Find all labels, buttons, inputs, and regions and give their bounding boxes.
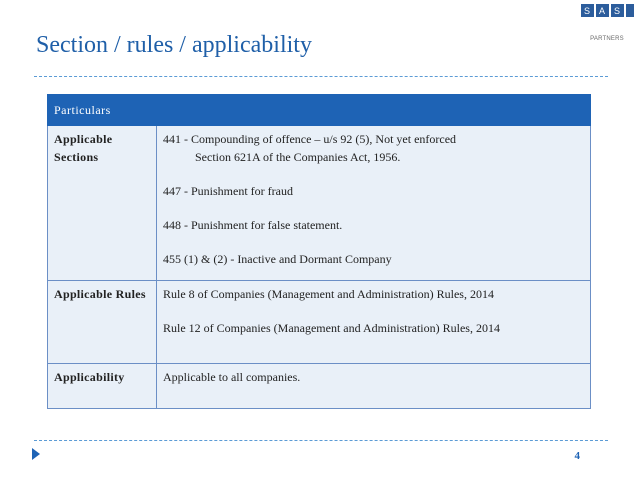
play-arrow-icon [32,448,40,460]
content-line: 447 - Punishment for fraud [163,184,293,198]
content-line: Rule 12 of Companies (Management and Administration) Rules, 2014 [163,321,500,335]
content-line: 441 - Compounding of offence – u/s 92 (5), Not yet enforced [163,132,457,146]
particulars-table [47,94,591,409]
content-line: 448 - Punishment for false statement. [163,218,343,232]
logo-letter-boxes [581,4,634,17]
logo-subtitle: PARTNERS [590,36,624,42]
content-line: 455 (1) & (2) - Inactive and Dormant Company [163,252,392,266]
bottom-divider [34,440,608,441]
slide-title: Section / rules / applicability [36,32,312,58]
table-row [48,281,591,364]
logo-letter: A [596,4,609,17]
logo-tail-box [626,4,634,17]
row-content [157,126,591,281]
table-row [48,364,591,409]
row-label: Applicable Sections [48,126,157,281]
row-label: Applicable Rules [48,281,157,364]
row-content [157,364,591,409]
top-divider [34,76,608,77]
table-header: Particulars [48,95,591,126]
page-number: 4 [574,450,580,462]
content-line: Rule 8 of Companies (Management and Administration) Rules, 2014 [163,287,494,301]
row-content [157,281,591,364]
table-row [48,126,591,281]
content-line: Applicable to all companies. [163,370,301,384]
content-line: Section 621A of the Companies Act, 1956. [195,150,401,164]
table-header-row [48,95,591,126]
logo-letter: S [581,4,594,17]
sas-partners-logo [582,4,632,42]
row-label: Applicability [48,364,157,409]
logo-letter: S [611,4,624,17]
